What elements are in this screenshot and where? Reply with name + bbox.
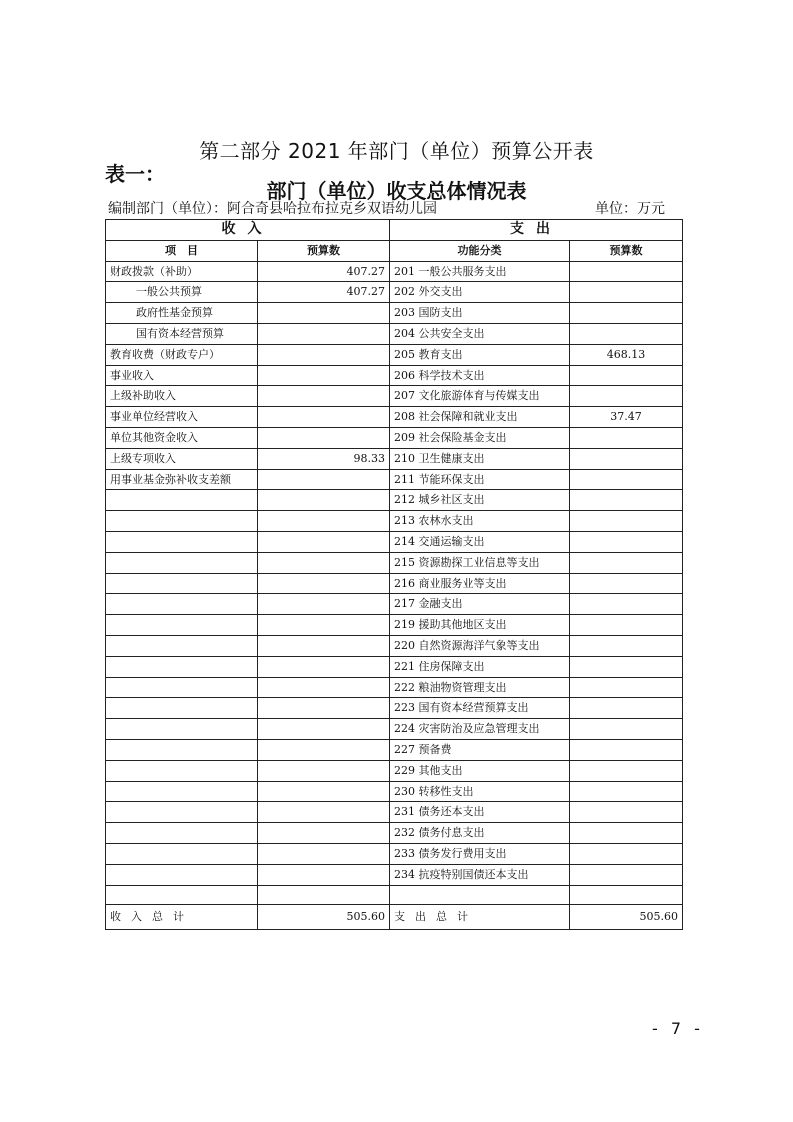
expense-item-cell: 222 粮油物资管理支出 (390, 677, 570, 698)
income-item-cell: 政府性基金预算 (106, 303, 258, 324)
table-row (106, 594, 683, 615)
expense-item-cell: 230 转移性支出 (390, 781, 570, 802)
income-value-cell (258, 552, 390, 573)
income-value-cell (258, 677, 390, 698)
expense-value-cell (570, 261, 683, 282)
expense-item-cell: 210 卫生健康支出 (390, 448, 570, 469)
expense-value-cell (570, 427, 683, 448)
income-item-cell: 教育收费（财政专户） (106, 344, 258, 365)
income-value-cell: 407.27 (258, 282, 390, 303)
expense-item-cell: 223 国有资本经营预算支出 (390, 698, 570, 719)
income-item-cell (106, 677, 258, 698)
department-label: 编制部门（单位）：阿合奇县哈拉布拉克乡双语幼儿园 (108, 201, 437, 217)
expense-value-cell (570, 365, 683, 386)
page-number: - 7 - (652, 1019, 704, 1038)
table-row (106, 615, 683, 636)
col-item-header: 项 目 (106, 240, 258, 261)
expense-value-cell (570, 656, 683, 677)
col-budget-header: 预算数 (258, 240, 390, 261)
income-item-cell (106, 635, 258, 656)
income-value-cell (258, 490, 390, 511)
expense-value-cell (570, 615, 683, 636)
col-budget2-header: 预算数 (570, 240, 683, 261)
income-value-cell (258, 323, 390, 344)
table-row (106, 573, 683, 594)
expense-value-cell (570, 594, 683, 615)
table-row (106, 656, 683, 677)
expense-value-cell (570, 531, 683, 552)
table-title: 部门（单位）收支总体情况表 (266, 179, 527, 203)
table-row (106, 739, 683, 760)
table-row (106, 469, 683, 490)
income-item-cell: 财政拨款（补助） (106, 261, 258, 282)
income-value-cell (258, 781, 390, 802)
expense-item-cell (390, 885, 570, 905)
table-row (106, 802, 683, 823)
income-item-cell (106, 594, 258, 615)
expense-value-cell (570, 698, 683, 719)
total-income-value: 505.60 (258, 905, 390, 930)
table-row (106, 490, 683, 511)
expense-item-cell: 215 资源勘探工业信息等支出 (390, 552, 570, 573)
expense-value-cell (570, 490, 683, 511)
table-row (106, 531, 683, 552)
income-value-cell (258, 719, 390, 740)
income-item-cell (106, 885, 258, 905)
expense-item-cell: 212 城乡社区支出 (390, 490, 570, 511)
col-function-header: 功能分类 (390, 240, 570, 261)
total-row (106, 905, 683, 930)
table-row (106, 698, 683, 719)
expense-value-cell (570, 677, 683, 698)
income-value-cell (258, 427, 390, 448)
income-item-cell (106, 573, 258, 594)
expense-item-cell: 217 金融支出 (390, 594, 570, 615)
income-value-cell: 98.33 (258, 448, 390, 469)
income-item-cell (106, 864, 258, 885)
income-item-cell: 上级专项收入 (106, 448, 258, 469)
expense-value-cell (570, 552, 683, 573)
expense-item-cell: 234 抗疫特别国债还本支出 (390, 864, 570, 885)
income-value-cell (258, 573, 390, 594)
income-value-cell (258, 594, 390, 615)
expense-item-cell: 202 外交支出 (390, 282, 570, 303)
column-header-row (106, 240, 683, 261)
income-item-cell: 国有资本经营预算 (106, 323, 258, 344)
expense-value-cell (570, 635, 683, 656)
expense-item-cell: 206 科学技术支出 (390, 365, 570, 386)
expense-value-cell (570, 864, 683, 885)
expense-item-cell: 209 社会保险基金支出 (390, 427, 570, 448)
expense-header: 支出 (390, 220, 683, 241)
income-item-cell (106, 511, 258, 532)
income-item-cell (106, 698, 258, 719)
income-item-cell (106, 531, 258, 552)
income-value-cell (258, 864, 390, 885)
income-item-cell (106, 843, 258, 864)
expense-item-cell: 219 援助其他地区支出 (390, 615, 570, 636)
expense-value-cell (570, 781, 683, 802)
table-row (106, 843, 683, 864)
table-row (106, 427, 683, 448)
total-expense-value: 505.60 (570, 905, 683, 930)
table-meta (108, 198, 665, 216)
income-item-cell (106, 802, 258, 823)
expense-value-cell (570, 823, 683, 844)
income-item-cell: 事业收入 (106, 365, 258, 386)
table-row (106, 719, 683, 740)
table-row (106, 635, 683, 656)
table-row (106, 323, 683, 344)
table-row (106, 344, 683, 365)
income-value-cell (258, 469, 390, 490)
income-value-cell (258, 365, 390, 386)
income-item-cell: 用事业基金弥补收支差额 (106, 469, 258, 490)
expense-value-cell (570, 469, 683, 490)
expense-item-cell: 232 债务付息支出 (390, 823, 570, 844)
unit-label: 单位：万元 (595, 201, 665, 217)
income-item-cell: 事业单位经营收入 (106, 407, 258, 428)
table-row (106, 823, 683, 844)
table-row (106, 448, 683, 469)
table-row (106, 677, 683, 698)
income-item-cell (106, 823, 258, 844)
income-value-cell (258, 407, 390, 428)
expense-value-cell (570, 303, 683, 324)
table-row (106, 303, 683, 324)
expense-item-cell: 231 债务还本支出 (390, 802, 570, 823)
table-row (106, 885, 683, 905)
income-value-cell (258, 823, 390, 844)
expense-value-cell (570, 511, 683, 532)
income-value-cell (258, 843, 390, 864)
expense-item-cell: 213 农林水支出 (390, 511, 570, 532)
table-row (106, 282, 683, 303)
expense-item-cell: 216 商业服务业等支出 (390, 573, 570, 594)
expense-item-cell: 211 节能环保支出 (390, 469, 570, 490)
expense-item-cell: 224 灾害防治及应急管理支出 (390, 719, 570, 740)
expense-value-cell (570, 739, 683, 760)
expense-item-cell: 201 一般公共服务支出 (390, 261, 570, 282)
expense-value-cell (570, 448, 683, 469)
table-row (106, 511, 683, 532)
income-item-cell (106, 719, 258, 740)
table-row (106, 781, 683, 802)
table-header-row (106, 220, 683, 241)
income-value-cell (258, 303, 390, 324)
expense-value-cell: 468.13 (570, 344, 683, 365)
expense-item-cell: 207 文化旅游体育与传媒支出 (390, 386, 570, 407)
income-value-cell (258, 885, 390, 905)
table-number: 表一： (105, 162, 165, 186)
table-row (106, 760, 683, 781)
table-row (106, 365, 683, 386)
expense-item-cell: 204 公共安全支出 (390, 323, 570, 344)
total-income-label: 收入总计 (106, 905, 258, 930)
income-item-cell (106, 552, 258, 573)
income-value-cell (258, 511, 390, 532)
expense-item-cell: 203 国防支出 (390, 303, 570, 324)
income-item-cell (106, 760, 258, 781)
expense-value-cell (570, 885, 683, 905)
income-item-cell: 一般公共预算 (106, 282, 258, 303)
income-value-cell (258, 531, 390, 552)
income-item-cell (106, 656, 258, 677)
income-value-cell (258, 802, 390, 823)
expense-value-cell (570, 719, 683, 740)
table-row (106, 552, 683, 573)
table-row (106, 407, 683, 428)
income-value-cell (258, 386, 390, 407)
income-value-cell (258, 344, 390, 365)
income-item-cell (106, 490, 258, 511)
expense-value-cell: 37.47 (570, 407, 683, 428)
income-item-cell (106, 615, 258, 636)
income-value-cell (258, 635, 390, 656)
income-value-cell (258, 760, 390, 781)
main-title: 第二部分 2021 年部门（单位）预算公开表 (199, 139, 594, 163)
total-expense-label: 支出总计 (390, 905, 570, 930)
income-item-cell (106, 781, 258, 802)
expense-value-cell (570, 573, 683, 594)
expense-item-cell: 221 住房保障支出 (390, 656, 570, 677)
expense-value-cell (570, 282, 683, 303)
income-item-cell (106, 739, 258, 760)
expense-item-cell: 227 预备费 (390, 739, 570, 760)
table-row (106, 386, 683, 407)
income-value-cell (258, 656, 390, 677)
income-value-cell (258, 739, 390, 760)
income-item-cell: 单位其他资金收入 (106, 427, 258, 448)
expense-item-cell: 208 社会保障和就业支出 (390, 407, 570, 428)
expense-value-cell (570, 760, 683, 781)
table-row (106, 261, 683, 282)
budget-table (105, 219, 683, 930)
expense-item-cell: 205 教育支出 (390, 344, 570, 365)
expense-item-cell: 214 交通运输支出 (390, 531, 570, 552)
expense-item-cell: 229 其他支出 (390, 760, 570, 781)
income-value-cell (258, 698, 390, 719)
expense-value-cell (570, 843, 683, 864)
expense-value-cell (570, 802, 683, 823)
expense-value-cell (570, 323, 683, 344)
income-value-cell: 407.27 (258, 261, 390, 282)
income-header: 收入 (106, 220, 390, 241)
expense-value-cell (570, 386, 683, 407)
income-item-cell: 上级补助收入 (106, 386, 258, 407)
expense-item-cell: 220 自然资源海洋气象等支出 (390, 635, 570, 656)
expense-item-cell: 233 债务发行费用支出 (390, 843, 570, 864)
table-row (106, 864, 683, 885)
income-value-cell (258, 615, 390, 636)
